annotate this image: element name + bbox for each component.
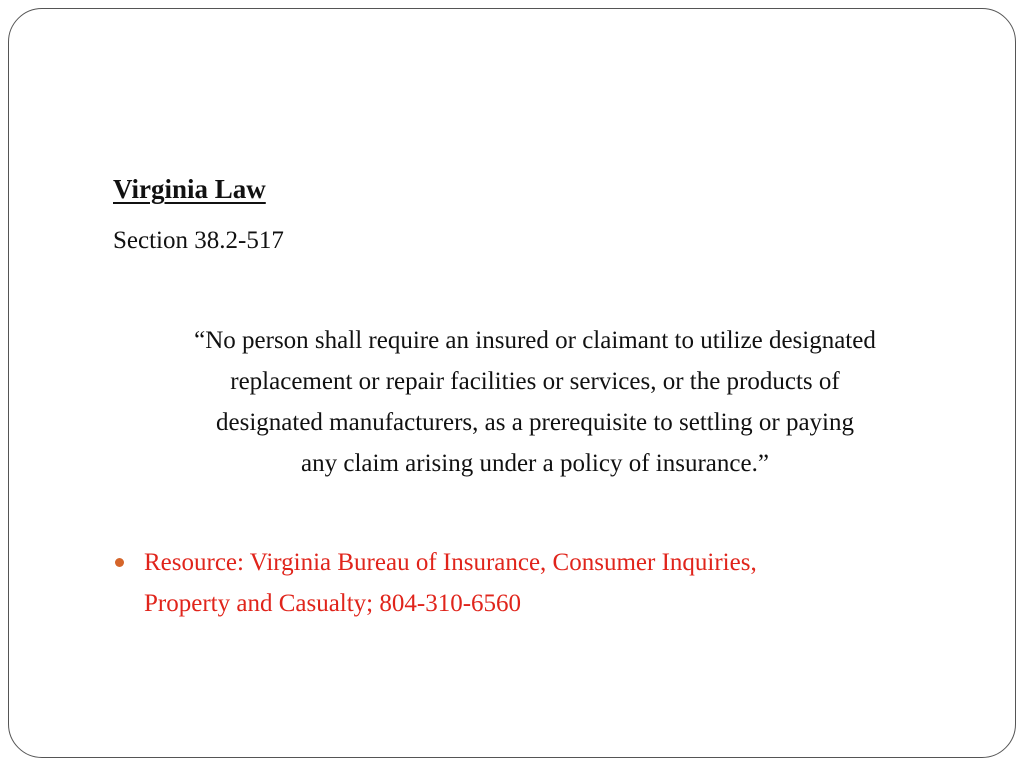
slide-heading: Virginia Law	[113, 174, 266, 204]
law-quote	[95, 320, 975, 484]
section-number: Section 38.2-517	[113, 227, 284, 254]
quote-line: “No person shall require an insured or claimant to utilize designated	[194, 327, 876, 354]
bullet-dot-icon	[115, 558, 124, 567]
resource-bullet	[113, 542, 943, 624]
quote-line: any claim arising under a policy of insurance.”	[301, 450, 769, 477]
resource-text	[144, 542, 943, 624]
resource-line: Resource: Virginia Bureau of Insurance, Consumer Inquiries,	[144, 549, 757, 576]
resource-line: Property and Casualty; 804-310-6560	[144, 590, 522, 617]
quote-line: replacement or repair facilities or services, or the products of	[230, 368, 840, 395]
quote-line: designated manufacturers, as a prerequisite to settling or paying	[216, 409, 854, 436]
